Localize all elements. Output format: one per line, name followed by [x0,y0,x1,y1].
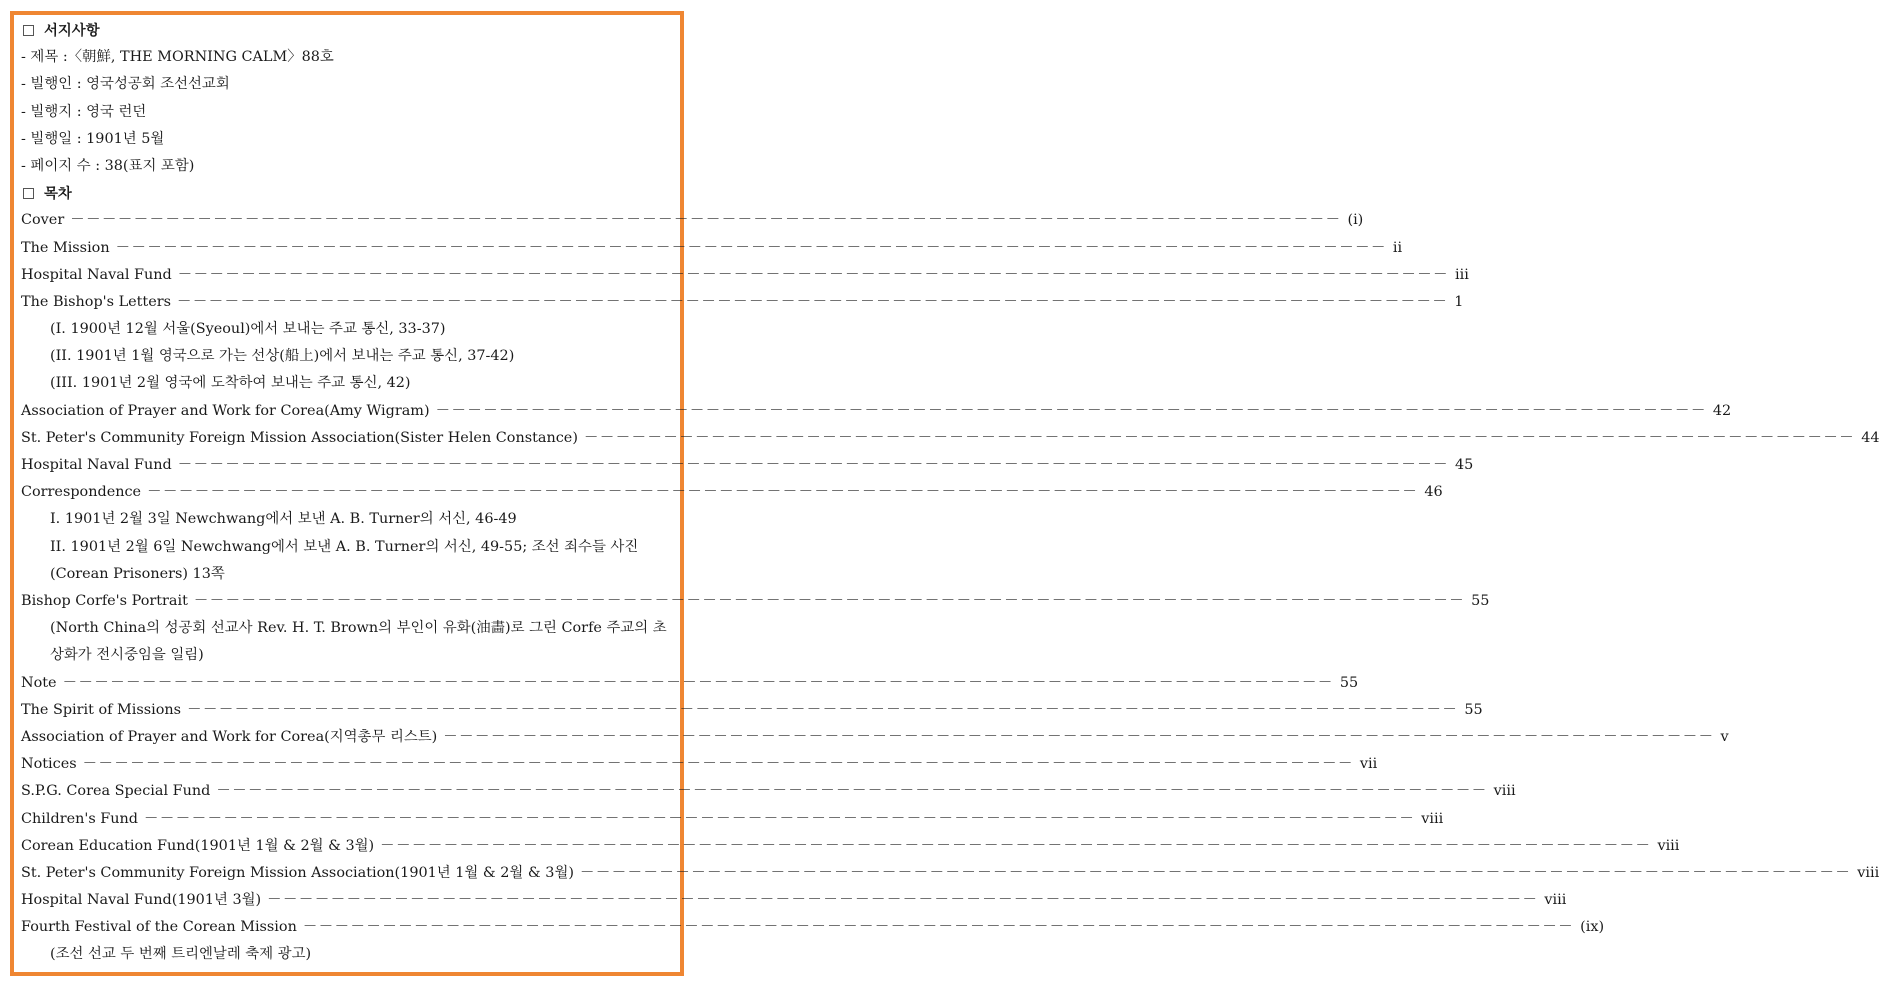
toc-entry-page: 55 [1339,674,1359,691]
toc-sub-entry: II. 1901년 2월 6일 Newchwang에서 보낸 A. B. Turner의 서신, 49-55; 조선 죄수들 사진 (Corean Prisoners) 13쪽 [50,538,639,582]
toc-entry [21,751,1378,778]
toc-entry-page: viii [1493,783,1516,800]
document-content [21,17,1880,969]
toc-entry-title: S.P.G. Corea Special Fund [21,783,211,800]
toc-entry-page: 44 [1861,429,1880,446]
checkbox-square-icon [23,188,34,199]
toc-entry [21,479,1443,506]
toc-sub-entry: (III. 1901년 2월 영국에 도착하여 보내는 주교 통신, 42) [50,375,411,392]
toc-entry [21,207,1364,234]
toc-entry-title: Corean Education Fund(1901년 1월 & 2월 & 3월) [21,837,375,854]
toc-entry [21,289,1464,316]
dot-leader: －－－－－－－－－－－－－－－－－－－－－－－－－－－－－－－－－－－－－－－－－－－－－－－－－－－－－－－－－－－－－－－－－－－－－－－－－－－－－－－－ [216,783,1488,800]
dot-leader: －－－－－－－－－－－－－－－－－－－－－－－－－－－－－－－－－－－－－－－－－－－－－－－－－－－－－－－－－－－－－－－－－－－－－－－－－－－－－－－－ [302,919,1575,936]
toc-entry [21,833,1680,860]
toc-entry-title: Notices [21,756,77,773]
dot-leader: －－－－－－－－－－－－－－－－－－－－－－－－－－－－－－－－－－－－－－－－－－－－－－－－－－－－－－－－－－－－－－－－－－－－－－－－－－－－－－－－ [443,728,1715,745]
toc-entry [21,670,1359,697]
toc-entry [21,887,1567,914]
toc-list [21,207,1880,968]
biblio-line: - 제목 :〈朝鮮, THE MORNING CALM〉88호 [21,49,334,66]
toc-entry-title: Children's Fund [21,810,139,827]
toc-entry-page: viii [1857,864,1880,881]
dot-leader: －－－－－－－－－－－－－－－－－－－－－－－－－－－－－－－－－－－－－－－－－－－－－－－－－－－－－－－－－－－－－－－－－－－－－－－－－－－－－－－－ [193,592,1466,609]
dot-leader: －－－－－－－－－－－－－－－－－－－－－－－－－－－－－－－－－－－－－－－－－－－－－－－－－－－－－－－－－－－－－－－－－－－－－－－－－－－－－－－－ [579,864,1852,881]
toc-heading [21,180,670,207]
toc-entry-title: St. Peter's Community Foreign Mission Association(1901년 1월 & 2월 & 3월) [21,864,574,881]
toc-entry-page: vii [1359,756,1378,773]
toc-entry-page: viii [1544,892,1567,909]
toc-entry [21,860,1880,887]
dot-leader: －－－－－－－－－－－－－－－－－－－－－－－－－－－－－－－－－－－－－－－－－－－－－－－－－－－－－－－－－－－－－－－－－－－－－－－－－－－－－－－－ [144,810,1416,827]
dot-leader: －－－－－－－－－－－－－－－－－－－－－－－－－－－－－－－－－－－－－－－－－－－－－－－－－－－－－－－－－－－－－－－－－－－－－－－－－－－－－－－－ [187,701,1459,718]
toc-entry [21,398,1732,425]
biblio-line: - 빌행지 : 영국 런던 [21,103,147,120]
toc-entry-page: 46 [1424,484,1443,501]
biblio-heading-text: 서지사항 [44,22,100,39]
toc-sub-entry: (I. 1900년 12월 서울(Syeoul)에서 보내는 주교 통신, 33-37) [50,321,446,338]
toc-entry-title: Hospital Naval Fund [21,457,172,473]
dot-leader: －－－－－－－－－－－－－－－－－－－－－－－－－－－－－－－－－－－－－－－－－－－－－－－－－－－－－－－－－－－－－－－－－－－－－－－－－－－－－－－－ [82,756,1354,773]
toc-entry-page: (i) [1347,212,1364,229]
toc-entry-page: viii [1421,810,1444,827]
toc-entry [21,588,1490,615]
toc-entry-page: 55 [1471,592,1490,609]
checkbox-square-icon [23,25,34,36]
toc-sub-entry: I. 1901년 2월 3일 Newchwang에서 보낸 A. B. Turner의 서신, 46-49 [50,511,517,528]
toc-entry-page: 1 [1454,293,1464,310]
toc-entry-title: Association of Prayer and Work for Corea(지역총무 리스트) [21,728,438,745]
dot-leader: －－－－－－－－－－－－－－－－－－－－－－－－－－－－－－－－－－－－－－－－－－－－－－－－－－－－－－－－－－－－－－－－－－－－－－－－－－－－－－－－ [70,212,1342,229]
dot-leader: －－－－－－－－－－－－－－－－－－－－－－－－－－－－－－－－－－－－－－－－－－－－－－－－－－－－－－－－－－－－－－－－－－－－－－－－－－－－－－－－ [115,239,1387,256]
toc-heading-text: 목차 [44,185,72,203]
toc-entry [21,778,1516,805]
toc-entry-page: iii [1455,266,1469,283]
toc-entry [21,914,1605,941]
toc-entry [21,806,1444,833]
toc-entry-page: 42 [1712,402,1732,419]
dot-leader: －－－－－－－－－－－－－－－－－－－－－－－－－－－－－－－－－－－－－－－－－－－－－－－－－－－－－－－－－－－－－－－－－－－－－－－－－－－－－－－－ [177,457,1450,473]
toc-entry-page: viii [1657,837,1680,854]
toc-entry [21,262,1469,289]
toc-entry-page: (ix) [1580,919,1605,936]
toc-entry [21,235,1403,262]
toc-entry-title: Correspondence [21,484,142,501]
biblio-line: - 페이지 수 : 38(표지 포함) [21,157,195,174]
toc-entry-title: Hospital Naval Fund [21,266,172,283]
toc-entry-title: St. Peter's Community Foreign Mission Association(Sister Helen Constance) [21,429,578,446]
dot-leader: －－－－－－－－－－－－－－－－－－－－－－－－－－－－－－－－－－－－－－－－－－－－－－－－－－－－－－－－－－－－－－－－－－－－－－－－－－－－－－－－ [380,837,1652,854]
toc-entry-title: Association of Prayer and Work for Corea(Amy Wigram) [21,402,430,419]
toc-entry [21,425,1880,452]
toc-entry-page: 55 [1464,701,1483,718]
toc-entry-title: Note [21,674,57,691]
toc-entry [21,724,1729,751]
toc-entry-title: The Mission [21,239,110,256]
biblio-list [21,44,670,180]
dot-leader: －－－－－－－－－－－－－－－－－－－－－－－－－－－－－－－－－－－－－－－－－－－－－－－－－－－－－－－－－－－－－－－－－－－－－－－－－－－－－－－－ [62,674,1334,691]
toc-entry-title: The Spirit of Missions [21,701,182,718]
dot-leader: －－－－－－－－－－－－－－－－－－－－－－－－－－－－－－－－－－－－－－－－－－－－－－－－－－－－－－－－－－－－－－－－－－－－－－－－－－－－－－－－ [177,293,1449,310]
biblio-line: - 빌행인 : 영국성공회 조선선교회 [21,76,230,93]
toc-entry-title: Fourth Festival of the Corean Mission [21,919,297,936]
dot-leader: －－－－－－－－－－－－－－－－－－－－－－－－－－－－－－－－－－－－－－－－－－－－－－－－－－－－－－－－－－－－－－－－－－－－－－－－－－－－－－－－ [267,892,1539,909]
document-frame [10,11,1880,976]
toc-entry [21,697,1483,724]
dot-leader: －－－－－－－－－－－－－－－－－－－－－－－－－－－－－－－－－－－－－－－－－－－－－－－－－－－－－－－－－－－－－－－－－－－－－－－－－－－－－－－－ [435,402,1707,419]
dot-leader: －－－－－－－－－－－－－－－－－－－－－－－－－－－－－－－－－－－－－－－－－－－－－－－－－－－－－－－－－－－－－－－－－－－－－－－－－－－－－－－－ [177,266,1450,283]
toc-entry-page: 45 [1455,457,1474,473]
toc-entry-title: Bishop Corfe's Portrait [21,592,188,609]
toc-sub-entry: (조선 선교 두 번째 트리엔날레 축제 광고) [50,946,312,963]
toc-entry-title: The Bishop's Letters [21,293,171,310]
toc-entry [21,452,1474,479]
biblio-line: - 빌행일 : 1901년 5월 [21,130,165,147]
toc-sub-entry: (II. 1901년 1월 영국으로 가는 선상(船上)에서 보내는 주교 통신, 37-42) [50,348,515,365]
dot-leader: －－－－－－－－－－－－－－－－－－－－－－－－－－－－－－－－－－－－－－－－－－－－－－－－－－－－－－－－－－－－－－－－－－－－－－－－－－－－－－－－ [147,484,1419,501]
toc-sub-entry: (North China의 성공회 선교사 Rev. H. T. Brown의 부인이 유화(油畵)로 그린 Corfe 주교의 초상화가 전시중임을 일림) [50,620,667,664]
toc-entry-page: v [1720,728,1729,745]
dot-leader: －－－－－－－－－－－－－－－－－－－－－－－－－－－－－－－－－－－－－－－－－－－－－－－－－－－－－－－－－－－－－－－－－－－－－－－－－－－－－－－－ [583,429,1856,446]
biblio-heading [21,17,670,44]
toc-entry-title: Cover [21,212,65,229]
toc-entry-page: ii [1392,239,1403,256]
toc-entry-title: Hospital Naval Fund(1901년 3월) [21,892,262,909]
